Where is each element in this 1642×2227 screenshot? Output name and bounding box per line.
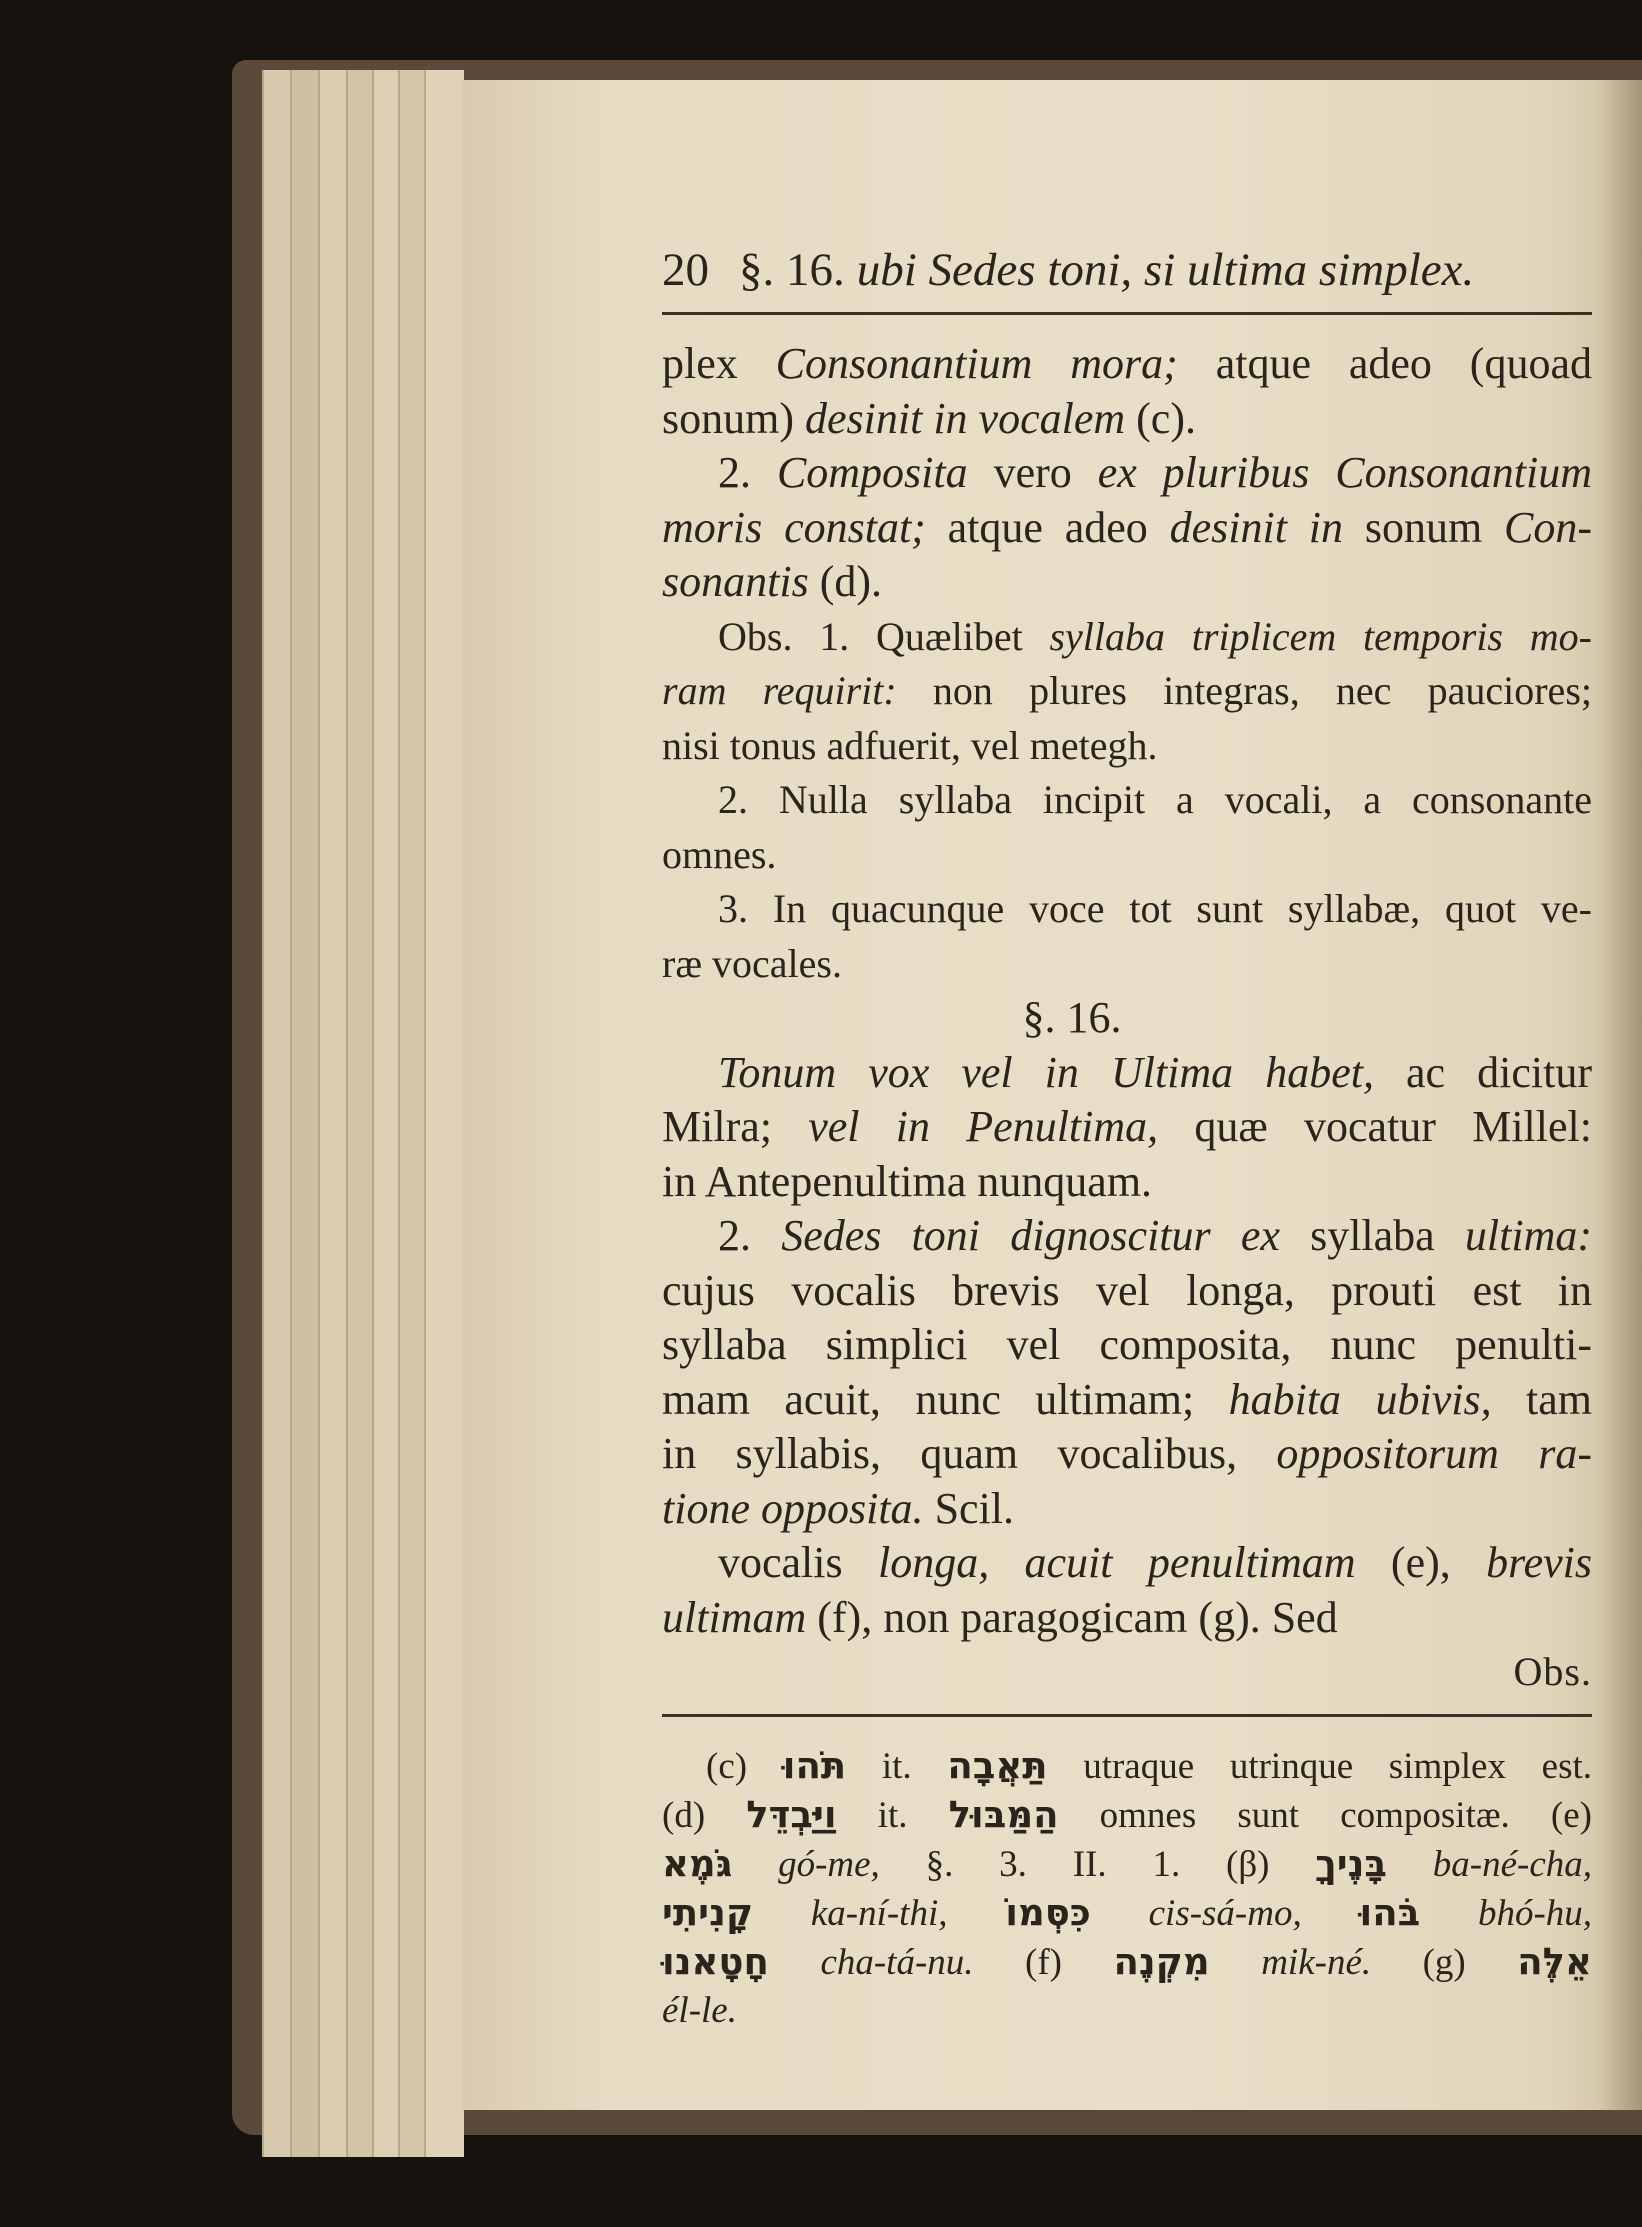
text-span: vocalis: [718, 1538, 878, 1587]
hebrew-word: תֹּהוּ: [782, 1743, 847, 1787]
text-line: omnes.: [662, 831, 777, 877]
footnote-rule: [662, 1714, 1592, 1717]
footnote-line: [662, 1937, 1592, 1986]
footnote-span: (g): [1371, 1941, 1518, 1983]
page-content: [662, 240, 1592, 2035]
footnote-line: [662, 1986, 1592, 2035]
footnote-span: §. 3. II. 1. (β): [879, 1843, 1316, 1885]
text-line: nisi tonus adfuerit, vel metegh.: [662, 722, 1158, 768]
hebrew-word: גֹּמֶא: [662, 1841, 733, 1885]
transliteration: ka-ní-thi,: [753, 1892, 948, 1934]
text-span: desinit in vocalem: [805, 393, 1126, 443]
text-span: quæ vocatur Millel:: [1158, 1102, 1592, 1151]
footnote-span: (f): [973, 1941, 1114, 1983]
text-span: desinit in: [1169, 502, 1344, 552]
text-span: atque adeo (quoad: [1177, 339, 1592, 388]
footnote-span: it.: [836, 1794, 949, 1836]
text-line: [662, 1482, 1592, 1537]
transliteration: cis-sá-mo,: [1090, 1892, 1302, 1934]
text-span: Composita: [776, 448, 968, 497]
text-line: [662, 555, 1592, 610]
text-span: Consonantium mora;: [775, 339, 1178, 388]
hebrew-word: וַיַּבְדֵּל: [746, 1792, 837, 1836]
text-line: [662, 1373, 1592, 1428]
footnote-line: [662, 1888, 1592, 1937]
footnote-line: [662, 1839, 1592, 1888]
footnote-span: (d): [662, 1794, 747, 1836]
text-span: syllaba: [1279, 1211, 1465, 1260]
footnote-span: [948, 1893, 1006, 1934]
text-span: (d).: [808, 557, 883, 606]
text-line: [662, 1427, 1592, 1482]
page-edges: [424, 70, 464, 2157]
text-line: [662, 1591, 1592, 1646]
text-line: cujus vocalis brevis vel longa, prouti est in: [662, 1265, 1592, 1315]
text-span: moris constat;: [662, 502, 926, 552]
text-span: in syllabis, quam vocalibus,: [662, 1429, 1277, 1478]
text-span: Sedes toni dignoscitur ex: [781, 1211, 1280, 1260]
hebrew-word: חָטָאנוּ: [662, 1939, 769, 1983]
text-span: syllaba triplicem temporis mo-: [1049, 613, 1592, 659]
text-line: [662, 1209, 1592, 1264]
text-span: ultima:: [1464, 1211, 1593, 1260]
text-span: sonum): [662, 393, 805, 443]
text-line: [662, 610, 1592, 665]
text-line: syllaba simplici vel composita, nunc penulti-: [662, 1320, 1592, 1369]
text-span: (e),: [1355, 1538, 1487, 1587]
text-line: [662, 392, 1592, 447]
text-line: [662, 664, 1592, 719]
text-span: (f), non paragogicam (g). Sed: [806, 1592, 1338, 1642]
hebrew-word: קָנִיתִי: [662, 1890, 754, 1934]
text-span: Milra;: [662, 1102, 809, 1151]
footnote-span: omnes sunt compositæ. (e): [1058, 1794, 1592, 1836]
running-head-title: ubi Sedes toni, si ultima simplex.: [856, 244, 1475, 296]
footnote-span: [1302, 1893, 1360, 1934]
page-number: 20: [662, 244, 709, 296]
text-line: [662, 1100, 1592, 1155]
header-rule: [662, 312, 1592, 315]
page-gutter-shadow: [1598, 80, 1642, 2110]
text-span: tam: [1491, 1374, 1592, 1424]
text-line: in Antepenultima nunquam.: [662, 1156, 1153, 1206]
hebrew-word: בָּנֶיךָ: [1315, 1841, 1387, 1885]
transliteration: mik-né.: [1209, 1941, 1372, 1983]
text-line: 3. In quacunque voce tot sunt syllabæ, quot ve-: [718, 886, 1592, 931]
running-head-section: §. 16.: [739, 244, 845, 296]
transliteration: gó-me,: [732, 1843, 880, 1885]
text-span: atque adeo: [925, 502, 1170, 552]
transliteration: él-le.: [662, 1989, 737, 2031]
text-span: mam acuit, nunc ultimam;: [662, 1374, 1229, 1424]
text-span: ram requirit:: [662, 668, 897, 713]
footnote-line: [662, 1741, 1592, 1790]
text-line: ræ vocales.: [662, 940, 842, 986]
text-span: habita ubivis,: [1228, 1374, 1492, 1424]
text-span: Scil.: [923, 1483, 1015, 1533]
transliteration: bhó-hu,: [1420, 1892, 1593, 1934]
text-span: sonum: [1343, 502, 1505, 552]
text-line: [662, 337, 1592, 392]
text-span: vero: [967, 448, 1098, 497]
hebrew-word: הַמַּבּוּל: [948, 1792, 1059, 1836]
text-span: oppositorum ra-: [1276, 1429, 1593, 1478]
hebrew-word: כִּסְּמוֹ: [1005, 1890, 1091, 1934]
text-span: Con-: [1504, 502, 1593, 552]
text-line: [662, 501, 1592, 556]
text-line: [662, 446, 1592, 501]
footnote-line: [662, 1790, 1592, 1839]
text-line: [662, 1046, 1592, 1101]
text-span: (c).: [1125, 393, 1196, 443]
text-span: vel in Penultima,: [808, 1102, 1159, 1151]
hebrew-word: תַּאֲבָה: [947, 1743, 1048, 1787]
hebrew-word: מִקְנֶה: [1113, 1939, 1210, 1983]
footnote-span: utraque utrinque simplex est.: [1047, 1745, 1592, 1787]
running-head: [662, 240, 1592, 300]
footnote-span: it.: [846, 1745, 948, 1787]
text-span: Tonum vox vel in Ultima habet,: [718, 1047, 1374, 1097]
text-span: 2.: [718, 1211, 782, 1260]
text-span: plex: [662, 339, 776, 388]
text-span: sonantis: [662, 557, 809, 606]
hebrew-word: בֹּהוּ: [1359, 1890, 1421, 1934]
text-line: [662, 1536, 1592, 1591]
text-span: tione opposita.: [662, 1483, 924, 1533]
text-line: 2. Nulla syllaba incipit a vocali, a consonante: [718, 777, 1592, 822]
text-span: non plures integras, nec pauciores;: [896, 668, 1592, 713]
text-span: brevis: [1486, 1538, 1592, 1587]
text-span: longa, acuit penultimam: [877, 1538, 1356, 1587]
text-span: 2.: [718, 448, 777, 497]
footnote-span: (c): [706, 1745, 783, 1787]
footnotes: [662, 1741, 1592, 2035]
text-span: ultimam: [662, 1592, 807, 1642]
main-text: [662, 337, 1592, 1700]
transliteration: cha-tá-nu.: [768, 1941, 974, 1983]
catchword: Obs.: [1513, 1649, 1592, 1694]
text-span: ex pluribus Consonantium: [1097, 448, 1592, 497]
section-heading: §. 16.: [1022, 993, 1122, 1042]
text-span: Obs. 1. Quælibet: [718, 613, 1050, 659]
hebrew-word: אֵלֶּה: [1517, 1939, 1592, 1983]
transliteration: ba-né-cha,: [1386, 1843, 1592, 1885]
text-span: ac dicitur: [1373, 1047, 1592, 1097]
